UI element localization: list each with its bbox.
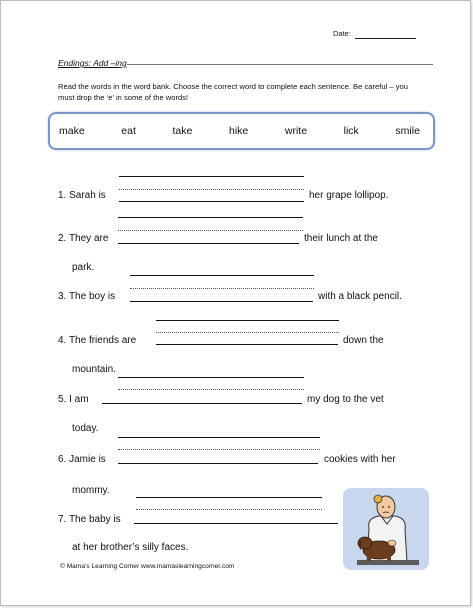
answer-line-7[interactable] [134,523,338,524]
sentence-2-start: 2. They are [58,233,109,244]
word-bank-item: make [59,125,85,137]
sentence-3-end: with a black pencil. [318,291,402,302]
writing-guide-dotted [118,389,304,390]
head-mirror [374,495,382,503]
writing-guide-line [118,437,320,438]
title-rule [127,64,433,65]
sentence-6-continued: mommy. [72,485,110,496]
veterinarian-with-dog-icon [343,488,429,570]
word-bank-item: smile [395,125,420,137]
word-bank-item: write [284,125,308,137]
word-bank-item: lick [343,125,359,137]
copyright-footer: © Mama’s Learning Corner www.mamaslearningcorner.com [60,563,235,570]
answer-line-3[interactable] [130,301,313,302]
answer-line-1[interactable] [119,201,304,202]
word-bank-item: hike [228,125,249,137]
sentence-2-continued: park. [72,262,95,273]
sentence-6-end: cookies with her [324,454,396,465]
writing-guide-line [119,176,304,177]
sentence-1-end: her grape lollipop. [309,190,389,201]
writing-guide-line [136,497,322,498]
instructions: Read the words in the word bank. Choose the correct word to complete each sentence. Be careful – you must drop the ‘e’ in some of the words! [58,82,408,102]
sentence-7-continued: at her brother’s silly faces. [72,542,189,553]
sentence-7-start: 7. The baby is [58,514,121,525]
sentence-5-continued: today. [72,423,99,434]
writing-guide-line [130,275,314,276]
answer-line-6[interactable] [118,463,318,464]
word-bank-item: take [172,125,193,137]
sentence-4-end: down the [343,335,384,346]
writing-guide-line [156,320,339,321]
sentence-6-start: 6. Jamie is [58,454,106,465]
answer-line-5[interactable] [102,403,302,404]
answer-line-4[interactable] [156,344,338,345]
writing-guide-dotted [118,230,303,231]
writing-guide-dotted [119,189,304,190]
word-bank [48,112,435,150]
sentence-5-end: my dog to the vet [307,394,384,405]
sentence-1-start: 1. Sarah is [58,190,106,201]
writing-guide-line [118,217,303,218]
writing-guide-line [118,377,304,378]
word-bank-item: eat [121,125,136,137]
writing-guide-dotted [156,332,339,333]
sentence-3-start: 3. The boy is [58,291,116,302]
date-label: Date: [333,29,351,38]
writing-guide-dotted [130,288,314,289]
date-line [355,38,416,39]
answer-line-2[interactable] [118,243,299,244]
sentence-5-start: 5. I am [58,394,89,405]
sentence-4-continued: mountain. [72,364,116,375]
sentence-4-start: 4. The friends are [58,335,137,346]
writing-guide-dotted [118,449,320,450]
worksheet-title: Endings: Add –ing [58,58,127,68]
sentence-2-end: their lunch at the [304,233,378,244]
writing-guide-dotted [136,509,322,510]
